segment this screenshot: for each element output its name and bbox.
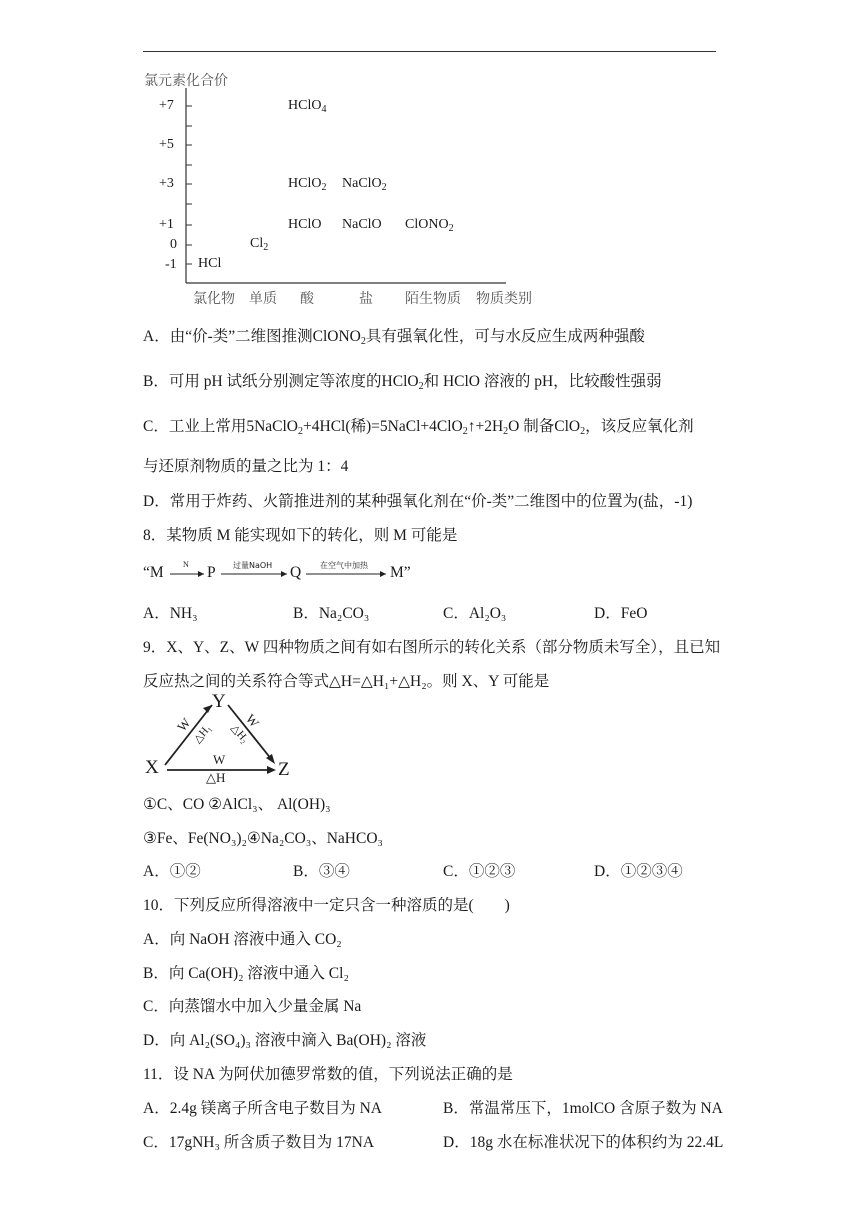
node-z: Z bbox=[278, 759, 290, 780]
q9-option-b: B．③④ bbox=[293, 863, 350, 880]
q8-option-c: C．Al₂O₃ bbox=[443, 605, 507, 622]
ytick-plus7: +7 bbox=[159, 98, 174, 113]
q8-option-b: B．Na₂CO₃ bbox=[293, 605, 370, 622]
arrow-3-label: 在空气中加热 bbox=[320, 561, 368, 570]
edge-xy-h1: △H₁ bbox=[191, 722, 214, 746]
q7-option-d: D．常用于炸药、火箭推进剂的某种强氧化剂在“价-类”二维图中的位置为(盐，-1) bbox=[143, 493, 693, 510]
chart-ylabel: 氯元素化合价 bbox=[144, 73, 228, 89]
q7-option-b: B．可用 pH 试纸分别测定等浓度的HClO$_2$和 HClO 溶液的 pH，比较酸性强弱 bbox=[143, 373, 662, 392]
xlabel-unfamiliar: 陌生物质 bbox=[405, 291, 461, 307]
point-clono2: ClONO$_2$ bbox=[405, 217, 454, 234]
q10-option-a: A．向 NaOH 溶液中通入 CO₂ bbox=[143, 931, 342, 948]
q9-option-d: D．①②③④ bbox=[594, 863, 683, 880]
q9-option-a: A．①② bbox=[143, 863, 201, 880]
top-rule bbox=[143, 51, 716, 52]
point-naclo: NaClO bbox=[342, 217, 382, 232]
q11-option-c: C．17gNH₃ 所含质子数目为 17NA bbox=[143, 1134, 375, 1151]
point-hclo2: HClO$_2$ bbox=[288, 176, 327, 193]
point-hclo4: HClO$_4$ bbox=[288, 98, 327, 115]
q11-option-b: B．常温常压下，1molCO 含原子数为 NA bbox=[443, 1100, 723, 1117]
q8-stem: 8．某物质 M 能实现如下的转化，则 M 可能是 bbox=[143, 527, 458, 544]
xlabel-acid: 酸 bbox=[300, 291, 314, 307]
q9-item-line-2: ③Fe、Fe(NO₃)₂④Na₂CO₃、NaHCO₃ bbox=[143, 830, 383, 847]
q9-item-line-1: ①C、CO ②AlCl₃、 Al(OH)₃ bbox=[143, 796, 331, 813]
q9-stem-2: 反应热之间的关系符合等式△H=△H₁+△H₂。则 X、Y 可能是 bbox=[143, 673, 550, 690]
point-cl2: $Cl_2$ bbox=[250, 236, 269, 253]
ytick-plus5: +5 bbox=[159, 137, 174, 152]
q11-option-d: D．18g 水在标准状况下的体积约为 22.4L bbox=[443, 1134, 724, 1151]
chain-q: Q bbox=[290, 564, 302, 581]
q10-option-d: D．向 Al₂(SO₄)₃ 溶液中滴入 Ba(OH)₂ 溶液 bbox=[143, 1032, 427, 1049]
q7-option-a: A．由“价-类”二维图推测ClONO$_2$具有强氧化性，可与水反应生成两种强酸 bbox=[143, 328, 645, 347]
point-hcl: HCl bbox=[198, 256, 222, 271]
chain-m-end: M” bbox=[390, 564, 411, 581]
edge-yz-h2: △H₂ bbox=[228, 722, 251, 746]
edge-xz-w: W bbox=[213, 752, 226, 767]
edge-xz-h: △H bbox=[206, 770, 226, 785]
q9-stem-1: 9．X、Y、Z、W 四种物质之间有如右图所示的转化关系（部分物质未写全），且已知 bbox=[143, 639, 721, 656]
q10-option-b: B．向 Ca(OH)₂ 溶液中通入 Cl₂ bbox=[143, 965, 349, 982]
ytick-zero: 0 bbox=[170, 237, 177, 252]
q10-stem: 10．下列反应所得溶液中一定只含一种溶质的是( ) bbox=[143, 897, 510, 914]
point-hclo: HClO bbox=[288, 217, 322, 232]
q7-option-c-cont: 与还原剂物质的量之比为 1：4 bbox=[143, 458, 349, 475]
chain-p: P bbox=[207, 564, 216, 581]
edge-xy-w: W bbox=[174, 715, 194, 735]
q8-option-a: A．NH₃ bbox=[143, 605, 198, 622]
node-y: Y bbox=[212, 691, 226, 712]
arrow-1-label: N bbox=[183, 560, 189, 569]
q8-option-d: D．FeO bbox=[594, 605, 648, 622]
ytick-minus1: -1 bbox=[165, 257, 177, 272]
q7-option-c: C．工业上常用5NaClO$_2$+4HCl(稀)$=5NaCl+4ClO_2↑+2H_2O$ 制备ClO$_2$，该反应氧化剂 bbox=[143, 418, 694, 437]
q10-option-c: C．向蒸馏水中加入少量金属 Na bbox=[143, 998, 362, 1015]
arrow-2-label: 过量NaOH bbox=[233, 561, 273, 570]
q9-option-c: C．①②③ bbox=[443, 863, 516, 880]
q11-option-a: A．2.4g 镁离子所含电子数目为 NA bbox=[143, 1100, 382, 1117]
ytick-plus3: +3 bbox=[159, 176, 174, 191]
point-naclo2: NaClO$_2$ bbox=[342, 176, 387, 193]
node-x: X bbox=[145, 757, 159, 778]
xlabel-element: 单质 bbox=[249, 291, 277, 307]
xlabel-chloride: 氯化物 bbox=[193, 291, 235, 307]
xlabel-salt: 盐 bbox=[359, 291, 373, 307]
ytick-plus1: +1 bbox=[159, 217, 174, 232]
edge-yz-w: W bbox=[242, 711, 263, 731]
xlabel-class: 物质类别 bbox=[476, 291, 532, 307]
chain-m-start: “M bbox=[143, 564, 164, 581]
q11-stem: 11．设 NA 为阿伏加德罗常数的值，下列说法正确的是 bbox=[143, 1066, 513, 1083]
